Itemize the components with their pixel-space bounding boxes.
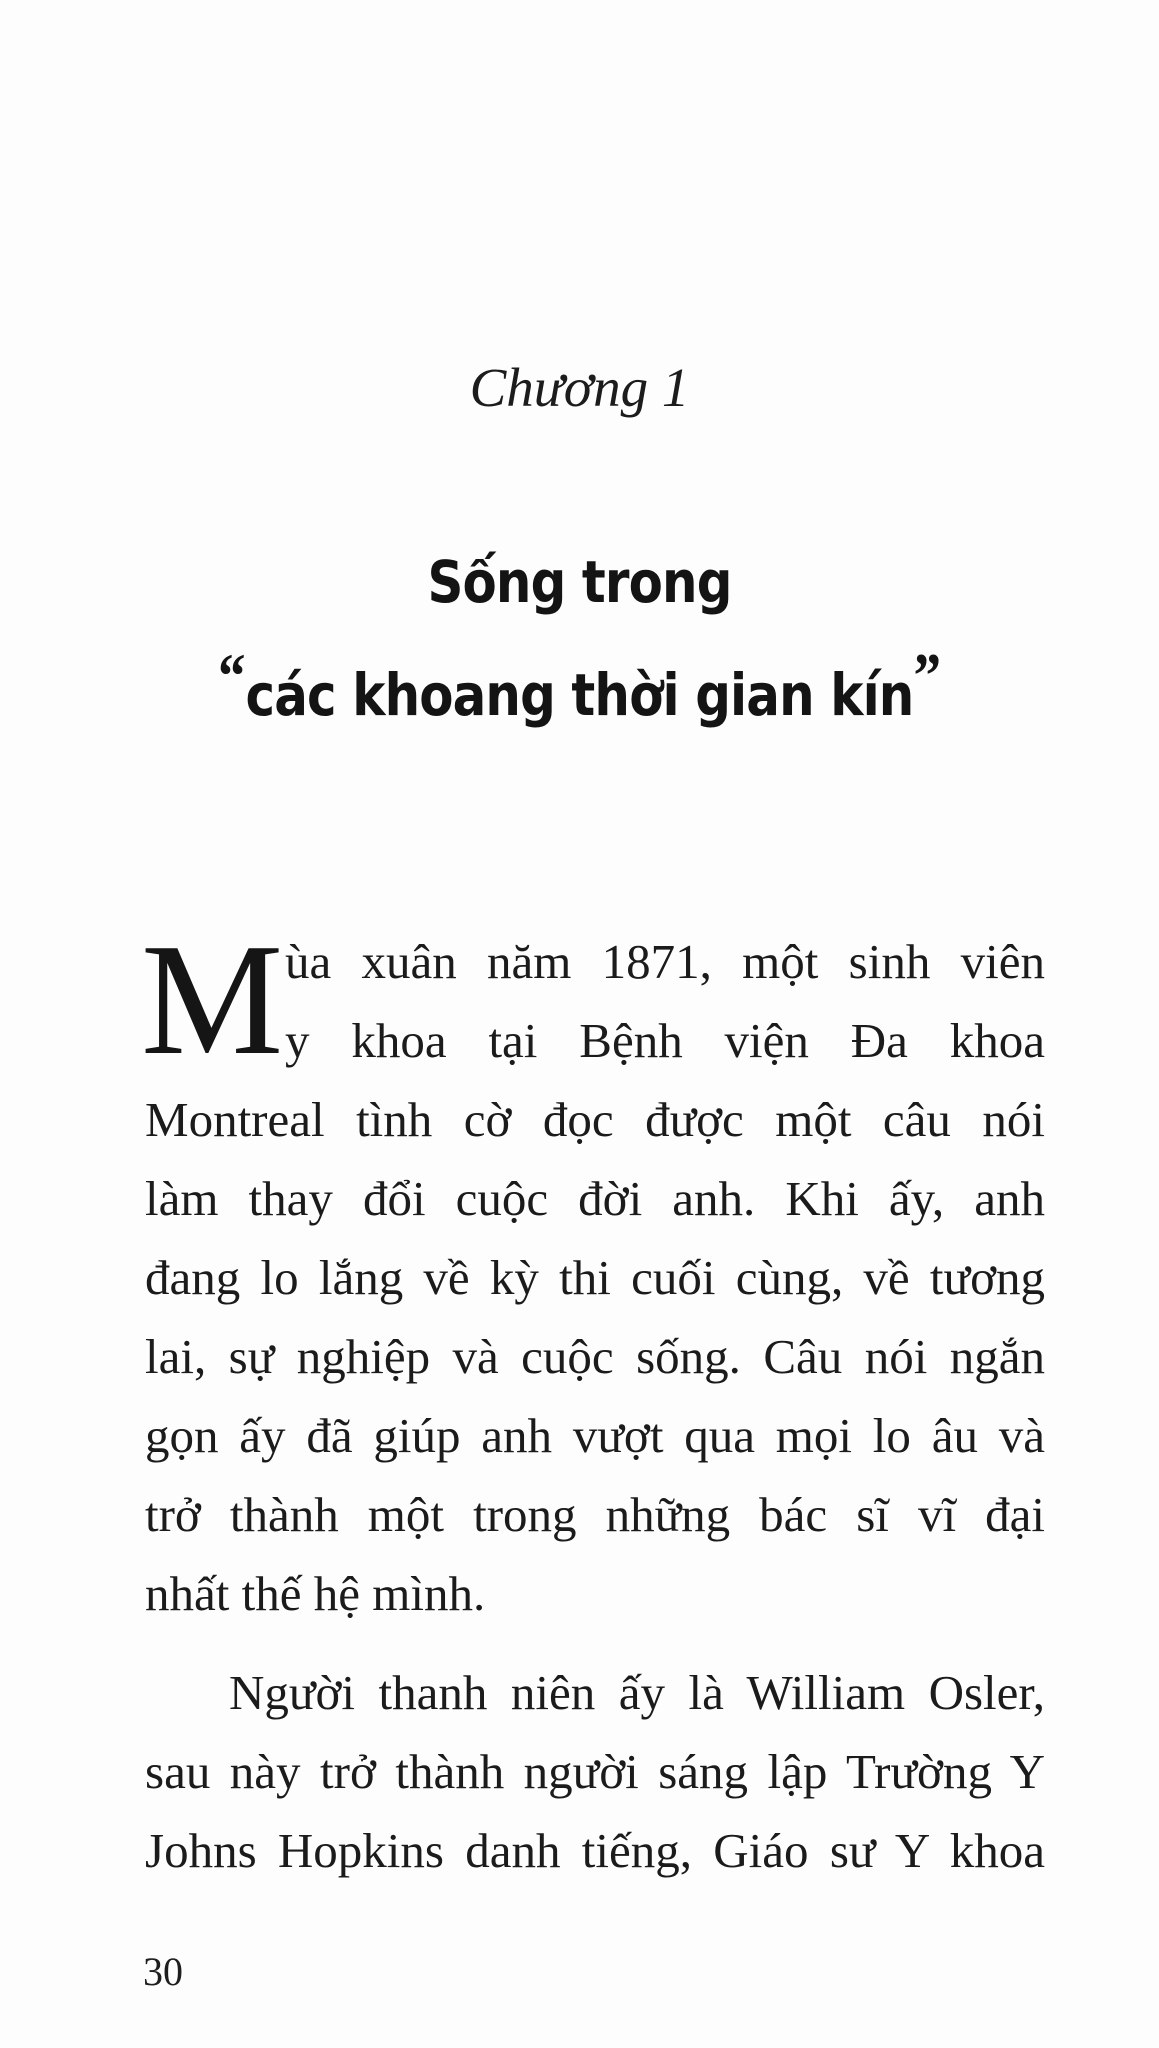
text-line: Johns Hopkins danh tiếng, Giáo sư Y khoa	[145, 1823, 1045, 1878]
text-line: ùa xuân năm 1871, một sinh viên	[285, 934, 1045, 989]
text-line: Người thanh niên ấy là William Osler,	[229, 1665, 1045, 1720]
open-quote: “	[218, 640, 246, 711]
chapter-title-line-2	[81, 629, 1078, 742]
chapter-label: Chương 1	[469, 357, 690, 418]
text-line: y khoa tại Bệnh viện Đa khoa	[285, 1013, 1045, 1068]
body-text	[141, 910, 1045, 1890]
text-line: trở thành một trong những bác sĩ vĩ đại	[145, 1487, 1045, 1542]
chapter-title-line-1: Sống trong	[427, 548, 732, 616]
text-line: sau này trở thành người sáng lập Trường Y	[145, 1744, 1045, 1799]
text-line: gọn ấy đã giúp anh vượt qua mọi lo âu và	[145, 1408, 1045, 1463]
chapter-title	[81, 535, 1078, 742]
text-line: làm thay đổi cuộc đời anh. Khi ấy, anh	[145, 1171, 1045, 1226]
text-line: lai, sự nghiệp và cuộc sống. Câu nói ngắn	[145, 1329, 1045, 1384]
paragraph-2	[145, 1653, 1045, 1890]
paragraph-1	[141, 910, 1045, 1633]
text-line: nhất thế hệ mình.	[145, 1566, 486, 1621]
chapter-title-line-2-text: các khoang thời gian kín	[245, 661, 914, 729]
text-line: đang lo lắng về kỳ thi cuối cùng, về tương	[145, 1250, 1045, 1305]
text-line: Montreal tình cờ đọc được một câu nói	[145, 1092, 1045, 1147]
close-quote: ”	[913, 640, 941, 711]
drop-cap: M	[141, 910, 284, 1088]
page-number: 30	[143, 1949, 183, 1994]
